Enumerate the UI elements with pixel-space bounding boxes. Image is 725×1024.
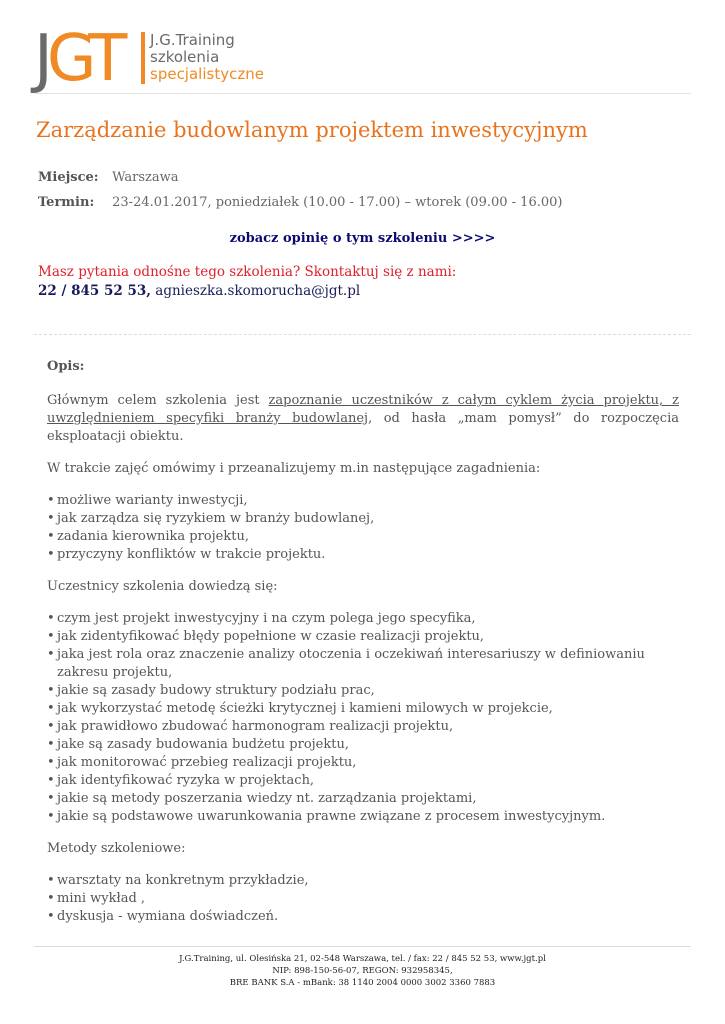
logo-tagline-2: specjalistyczne xyxy=(150,65,264,83)
company-logo xyxy=(34,22,294,96)
intro-text-start: Głównym celem szkolenia jest xyxy=(47,393,269,408)
list-item: • jak monitorować przebieg realizacji projektu, xyxy=(47,754,679,772)
description-heading: Opis: xyxy=(47,359,85,374)
logo-letters-gt: GT xyxy=(46,22,122,96)
intro-text-underlined: zapoznanie uczestników z całym cyklem życia projektu, z uwzględnieniem specyfiki branży budowlanej xyxy=(47,393,679,426)
logo-letter-j: J xyxy=(34,22,47,96)
learn-intro: Uczestnicy szkolenia dowiedzą się: xyxy=(47,579,278,594)
footer-registration: NIP: 898-150-56-07, REGON: 932958345, xyxy=(272,966,453,976)
date-value: 23-24.01.2017, poniedziałek (10.00 - 17.00) – wtorek (09.00 - 16.00) xyxy=(112,195,563,210)
footer-divider xyxy=(34,946,691,947)
section-divider xyxy=(34,334,691,335)
place-label: Miejsce: xyxy=(38,170,99,185)
list-item: • jakie są zasady budowy struktury podziału prac, xyxy=(47,682,679,700)
footer xyxy=(0,953,725,989)
meta-date xyxy=(38,195,562,210)
topics-list xyxy=(47,492,679,564)
list-item: • jak identyfikować ryzyka w projektach, xyxy=(47,772,679,790)
list-item: • zadania kierownika projektu, xyxy=(47,528,679,546)
methods-list xyxy=(47,872,679,926)
meta-place xyxy=(38,170,179,185)
list-item: • jake są zasady budowania budżetu projektu, xyxy=(47,736,679,754)
page-title: Zarządzanie budowlanym projektem inwestycyjnym xyxy=(36,118,588,142)
logo-text xyxy=(150,32,264,83)
list-item: • mini wykład , xyxy=(47,890,679,908)
list-item: • jakie są podstawowe uwarunkowania prawne związane z procesem inwestycyjnym. xyxy=(47,808,679,826)
contact-email-link[interactable]: agnieszka.skomorucha@jgt.pl xyxy=(155,283,361,299)
footer-address: J.G.Training, ul. Olesińska 21, 02-548 Warszawa, tel. / fax: 22 / 845 52 53, www.jgt.pl xyxy=(179,954,546,964)
logo-divider xyxy=(141,32,145,84)
list-item: • możliwe warianty inwestycji, xyxy=(47,492,679,510)
list-item: • jak zidentyfikować błędy popełnione w czasie realizacji projektu, xyxy=(47,628,679,646)
footer-bank: BRE BANK S.A - mBank: 38 1140 2004 0000 3002 3360 7883 xyxy=(229,978,496,988)
contact-question: Masz pytania odnośne tego szkolenia? Skontaktuj się z nami: xyxy=(38,264,457,280)
topics-intro: W trakcie zajęć omówimy i przeanalizujemy m.in następujące zagadnienia: xyxy=(47,461,541,476)
list-item: • czym jest projekt inwestycyjny i na czym polega jego specyfika, xyxy=(47,610,679,628)
list-item: • jaka jest rola oraz znaczenie analizy otoczenia i oczekiwań interesariuszy w definiowaniu zakresu projektu, xyxy=(47,646,679,682)
opinion-link[interactable]: zobacz opinię o tym szkoleniu >>>> xyxy=(229,231,496,246)
place-value: Warszawa xyxy=(112,170,179,185)
learn-list xyxy=(47,610,679,826)
list-item: • jak wykorzystać metodę ścieżki krytycznej i kamieni milowych w projekcie, xyxy=(47,700,679,718)
header-divider xyxy=(34,93,691,94)
logo-company-name: J.G.Training xyxy=(150,31,235,49)
date-label: Termin: xyxy=(38,195,95,210)
list-item: • jak zarządza się ryzykiem w branży budowlanej, xyxy=(47,510,679,528)
list-item: • dyskusja - wymiana doświadczeń. xyxy=(47,908,679,926)
list-item: • jak prawidłowo zbudować harmonogram realizacji projektu, xyxy=(47,718,679,736)
intro-text-end: , od hasła „mam pomysł” do rozpoczęcia eksploatacji obiektu. xyxy=(47,411,679,444)
list-item: • jakie są metody poszerzania wiedzy nt. zarządzania projektami, xyxy=(47,790,679,808)
description-intro xyxy=(47,392,679,446)
contact-phone[interactable]: 22 / 845 52 53, xyxy=(38,283,151,299)
logo-tagline-1: szkolenia xyxy=(150,48,220,66)
logo-monogram xyxy=(34,22,122,96)
description-section xyxy=(47,358,679,940)
list-item: • warsztaty na konkretnym przykładzie, xyxy=(47,872,679,890)
list-item: • przyczyny konfliktów w trakcie projektu. xyxy=(47,546,679,564)
methods-intro: Metody szkoleniowe: xyxy=(47,841,186,856)
contact-block xyxy=(38,263,456,301)
